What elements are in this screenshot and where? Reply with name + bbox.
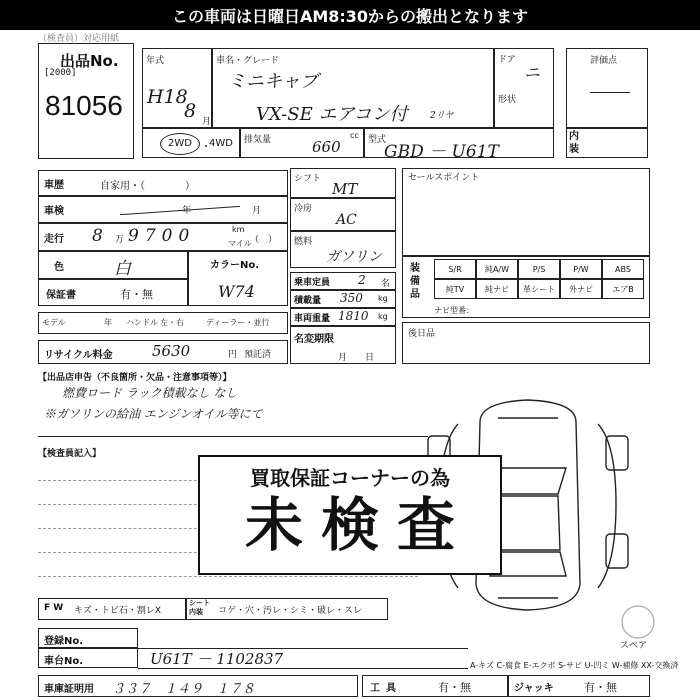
fw-text: キズ・トビ石・割レX: [74, 606, 161, 616]
fw-label: F W: [44, 603, 64, 613]
mileage-man: 8: [92, 226, 103, 246]
name-change-label: 名変期限: [294, 334, 334, 345]
interior-label: 内装: [569, 131, 579, 155]
cert-nums: ３３７ １４９ １７８: [112, 682, 256, 697]
warranty-options: 有・無: [120, 288, 153, 301]
load-unit: kg: [378, 294, 388, 303]
stamp-title: 買取保証コーナーの為: [250, 466, 450, 490]
mileage-unit-km: km: [232, 225, 245, 234]
cert-label: 車庫証明用: [44, 684, 94, 695]
rating-label: 評価点: [590, 56, 618, 66]
model-change-label: モデル: [42, 318, 66, 327]
faded-header: （検査員）対応用紙: [38, 34, 120, 44]
capacity-value: 2: [358, 273, 366, 287]
year-label: 年式: [146, 56, 165, 66]
warranty-label: 保証書: [46, 290, 76, 301]
car-right-side: [598, 424, 616, 588]
inspection-month-unit: 月: [252, 206, 262, 216]
name-change-unit: 月日: [338, 353, 393, 363]
model-grade-note: 2リヤ: [430, 111, 454, 121]
drive-2wd: 2WD: [168, 138, 192, 149]
ac-label: 冷房: [294, 204, 313, 214]
equipment-row1-cell: P/W: [560, 259, 602, 279]
stamp-main: 未検査: [244, 491, 473, 559]
after-date-box: [402, 322, 650, 364]
inspector-line: [38, 576, 418, 577]
after-date-label: 後日品: [408, 329, 436, 339]
tools-options: 有・無: [438, 681, 471, 694]
mileage-label: 走行: [44, 234, 64, 245]
equipment-label: 装備品: [410, 263, 420, 300]
equipment-row2-cell: 外ナビ: [560, 279, 602, 299]
model-change-handle: ハンドル: [126, 318, 158, 327]
model-change-year: 年: [104, 318, 112, 327]
load-value: 350: [340, 291, 363, 305]
year-month-unit: 月: [202, 117, 212, 127]
notes-line2: ※ガソリンの給油 エンジンオイル等にて: [44, 407, 263, 421]
year-month: 8: [184, 100, 197, 122]
recycle-label: リサイクル料金: [44, 350, 113, 361]
rating-line: [590, 92, 630, 93]
ac-value: AC: [336, 212, 357, 228]
nav-label: ナビ型番：: [434, 306, 474, 315]
mileage-man-unit: 万: [115, 235, 125, 245]
lot-year-tag: [2000]: [44, 68, 77, 78]
banner-text: この車両は日曜日AM8:30からの搬出となります: [171, 7, 529, 26]
mileage-unit-mile: マイル: [228, 239, 252, 248]
equipment-row1-cell: ABS: [602, 259, 644, 279]
notes-line1: 燃費ロード ラック積載なし なし: [62, 386, 238, 400]
drive-sep: ・: [201, 142, 211, 153]
model-code-label: 型式: [368, 135, 387, 145]
model-label: 車名・グレード: [216, 56, 280, 66]
jack-label: ジャッキ: [514, 683, 554, 694]
model-grade: VX-SE エアコン付: [256, 104, 408, 125]
chassis-line: [138, 668, 468, 669]
damage-legend: A-キズ C-腐食 E-エクボ S-サビ U-凹ミ W-補修 XX-交換済: [470, 661, 679, 670]
equipment-row1-cell: S/R: [434, 259, 476, 279]
drive-4wd: 4WD: [209, 138, 233, 149]
inspection-label: 車検: [44, 206, 64, 217]
model-change-dealer: ディーラー・並行: [206, 318, 270, 327]
weight-value: 1810: [338, 309, 369, 323]
chassis-label: 車台No.: [44, 656, 84, 667]
door-shape-label: 形状: [498, 95, 517, 105]
displacement-label: 排気量: [244, 135, 272, 145]
capacity-label: 乗車定員: [294, 278, 331, 288]
model-change-lr: 左・右: [160, 318, 184, 327]
chassis-value: U61T － 1102837: [150, 650, 284, 668]
history-label: 車歴: [44, 180, 64, 191]
weight-unit: kg: [378, 312, 388, 321]
notes-rule: [38, 436, 428, 437]
weight-label: 車両重量: [294, 314, 331, 324]
spare-tire-icon: [618, 602, 658, 642]
equipment-row1-cell: P/S: [518, 259, 560, 279]
shift-label: シフト: [294, 174, 322, 184]
shift-value: MT: [332, 180, 358, 198]
model-code-value: GBD － U61T: [384, 142, 499, 162]
seat-text: コゲ・穴・汚レ・シミ・破レ・スレ: [218, 606, 363, 616]
car-roof: [496, 496, 560, 550]
history-value: 自家用・（ ）: [100, 181, 195, 192]
displacement-unit: cc: [350, 131, 359, 140]
lot-label: 出品No.: [60, 52, 119, 70]
year-value: H18: [147, 86, 188, 108]
inspection-box: [38, 196, 288, 223]
equipment-row2-cell: 純ナビ: [476, 279, 518, 299]
color-no-value: W74: [218, 282, 255, 301]
fuel-value: ガソリン: [326, 249, 382, 265]
wheel-front-right: [606, 436, 628, 470]
recycle-note: 預託済: [244, 350, 272, 360]
seat-label: シート内装: [189, 599, 210, 616]
notes-label: 【出品店申告（不良箇所・欠品・注意事項等）】: [38, 373, 232, 383]
capacity-unit: 名: [381, 279, 391, 289]
mileage-value: 9700: [128, 226, 196, 246]
door-label: ドア: [498, 55, 516, 65]
load-label: 積載量: [294, 296, 322, 306]
mileage-paren: （ ）: [250, 235, 278, 245]
inspector-label: 【検査員記入】: [38, 449, 102, 459]
fuel-label: 燃料: [294, 237, 313, 247]
spare-label: スペア: [620, 641, 648, 651]
color-no-label: カラーNo.: [210, 260, 260, 271]
door-value: ニ: [524, 63, 541, 82]
recycle-unit: 円: [228, 350, 238, 360]
tools-label: 工具: [370, 683, 402, 694]
equipment-row1-cell: 純A/W: [476, 259, 518, 279]
sales-point-label: セールスポイント: [408, 173, 480, 183]
equipment-row2-cell: 純TV: [434, 279, 476, 299]
displacement-value: 660: [312, 138, 341, 156]
equipment-row2-cell: 革シート: [518, 279, 560, 299]
color-label: 色: [54, 262, 64, 273]
color-value: 白: [114, 259, 131, 279]
recycle-value: 5630: [152, 342, 191, 360]
jack-options: 有・無: [584, 681, 617, 694]
model-name: ミニキャブ: [228, 71, 318, 92]
registration-label: 登録No.: [44, 636, 84, 647]
equipment-row2-cell: エアB: [602, 279, 644, 299]
inspection-year-unit: 年: [182, 206, 192, 216]
lot-number: 81056: [45, 90, 123, 121]
